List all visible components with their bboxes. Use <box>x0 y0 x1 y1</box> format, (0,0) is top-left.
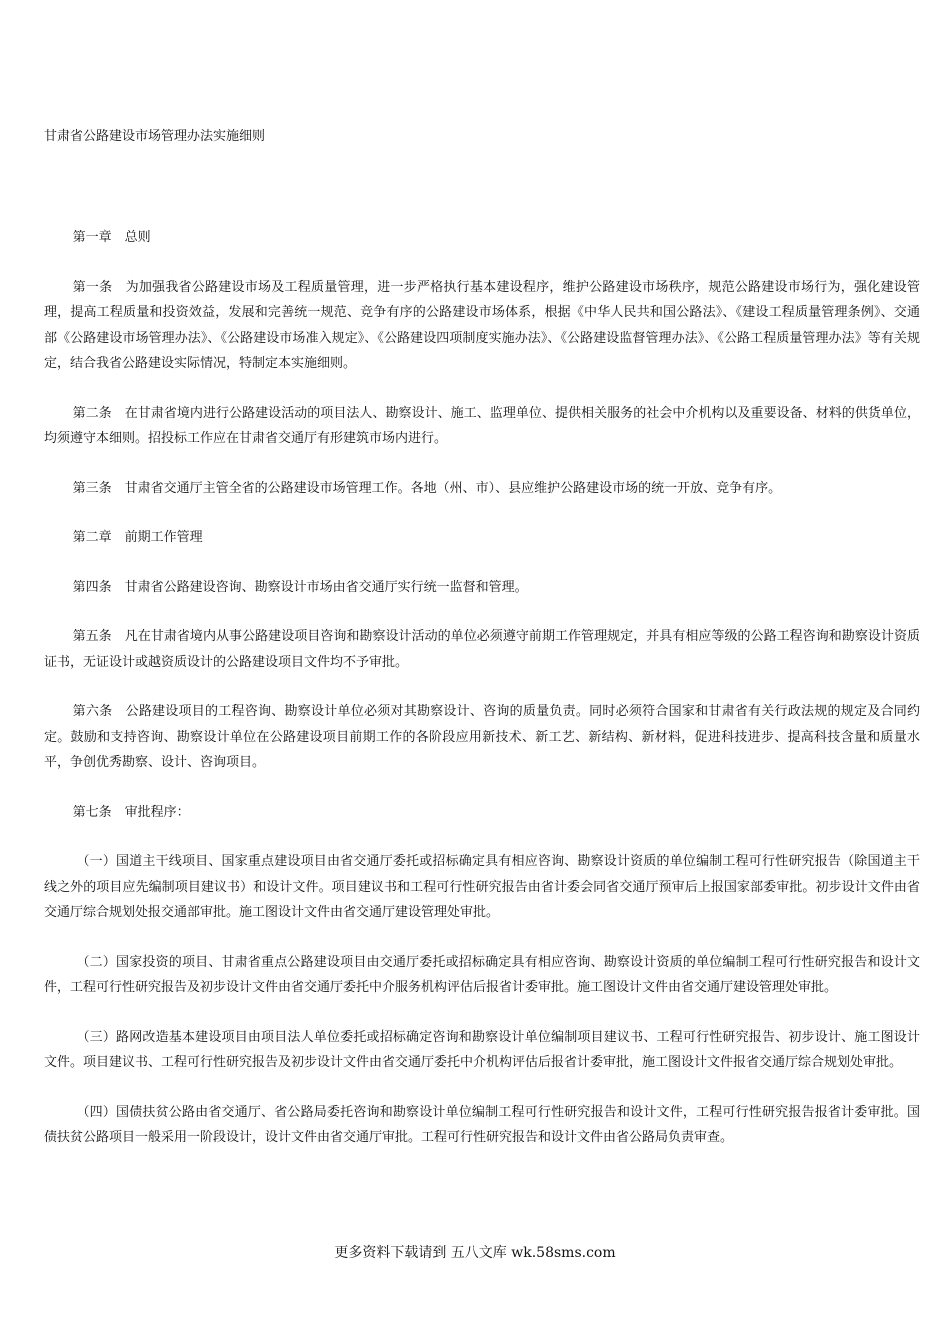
article-paragraph: 第五条 凡在甘肃省境内从事公路建设项目咨询和勘察设计活动的单位必须遵守前期工作管理规定，并具有相应等级的公路工程咨询和勘察设计资质证书，无证设计或越资质设计的公路建设项目文件均不予审批。 <box>44 629 920 670</box>
list-item: （四）国债扶贫公路由省交通厅、省公路局委托咨询和勘察设计单位编制工程可行性研究报告和设计文件，工程可行性研究报告报省计委审批。国债扶贫公路项目一般采用一阶段设计，设计文件由省交通厅审批。工程可行性研究报告和设计文件由省公路局负责审查。 <box>44 1104 920 1145</box>
document-title: 甘肃省公路建设市场管理办法实施细则 <box>44 129 266 144</box>
article-paragraph: 第二条 在甘肃省境内进行公路建设活动的项目法人、勘察设计、施工、监理单位、提供相关服务的社会中介机构以及重要设备、材料的供货单位，均须遵守本细则。招投标工作应在甘肃省交通厅有形建筑市场内进行。 <box>44 405 920 446</box>
article-paragraph: 第三条 甘肃省交通厅主管全省的公路建设市场管理工作。各地（州、市）、县应维护公路建设市场的统一开放、竞争有序。 <box>72 480 782 496</box>
list-item: （一）国道主干线项目、国家重点建设项目由省交通厅委托或招标确定具有相应咨询、勘察设计资质的单位编制工程可行性研究报告（除国道主干线之外的项目应先编制项目建议书）和设计文件。项目建议书和工程可行性研究报告由省计委会同省交通厅预审后上报国家部委审批。初步设计文件由省交通厅综合规划处报交通部审批。施工图设计文件由省交通厅建设管理处审批。 <box>44 854 920 920</box>
article-paragraph: 第七条 审批程序： <box>72 804 190 820</box>
list-item: （二）国家投资的项目、甘肃省重点公路建设项目由交通厅委托或招标确定具有相应咨询、勘察设计资质的单位编制工程可行性研究报告和设计文件，工程可行性研究报告及初步设计文件由省交通厅委托中介服务机构评估后报省计委审批。施工图设计文件由省交通厅建设管理处审批。 <box>44 954 920 995</box>
article-paragraph: 第四条 甘肃省公路建设咨询、勘察设计市场由省交通厅实行统一监督和管理。 <box>72 579 528 595</box>
document-body <box>44 225 920 1175</box>
chapter-heading: 第一章 总则 <box>72 230 151 245</box>
chapter-heading: 第二章 前期工作管理 <box>72 530 203 545</box>
article-paragraph: 第六条 公路建设项目的工程咨询、勘察设计单位必须对其勘察设计、咨询的质量负责。同时必须符合国家和甘肃省有关行政法规的规定及合同约定。鼓励和支持咨询、勘察设计单位在公路建设项目前期工作的各阶段应用新技术、新工艺、新结构、新材料，促进科技进步、提高科技含量和质量水平，争创优秀勘察、设计、咨询项目。 <box>44 704 920 770</box>
footer-download-note: 更多资料下载请到 五八文库 wk.58sms.com <box>334 1245 616 1261</box>
article-paragraph: 第一条 为加强我省公路建设市场及工程质量管理，进一步严格执行基本建设程序，维护公路建设市场秩序，规范公路建设市场行为，强化建设管理，提高工程质量和投资效益，发展和完善统一规范、竞争有序的公路建设市场体系，根据《中华人民共和国公路法》、《建设工程质量管理条例》、交通部《公路建设市场管理办法》、《公路建设市场准入规定》、《公路建设四项制度实施办法》、《公路建设监督管理办法》、《公路工程质量管理办法》等有关规定，结合我省公路建设实际情况，特制定本实施细则。 <box>44 279 920 371</box>
list-item: （三）路网改造基本建设项目由项目法人单位委托或招标确定咨询和勘察设计单位编制项目建议书、工程可行性研究报告、初步设计、施工图设计文件。项目建议书、工程可行性研究报告及初步设计文件由省交通厅委托中介机构评估后报省计委审批，施工图设计文件报省交通厅综合规划处审批。 <box>44 1029 920 1070</box>
